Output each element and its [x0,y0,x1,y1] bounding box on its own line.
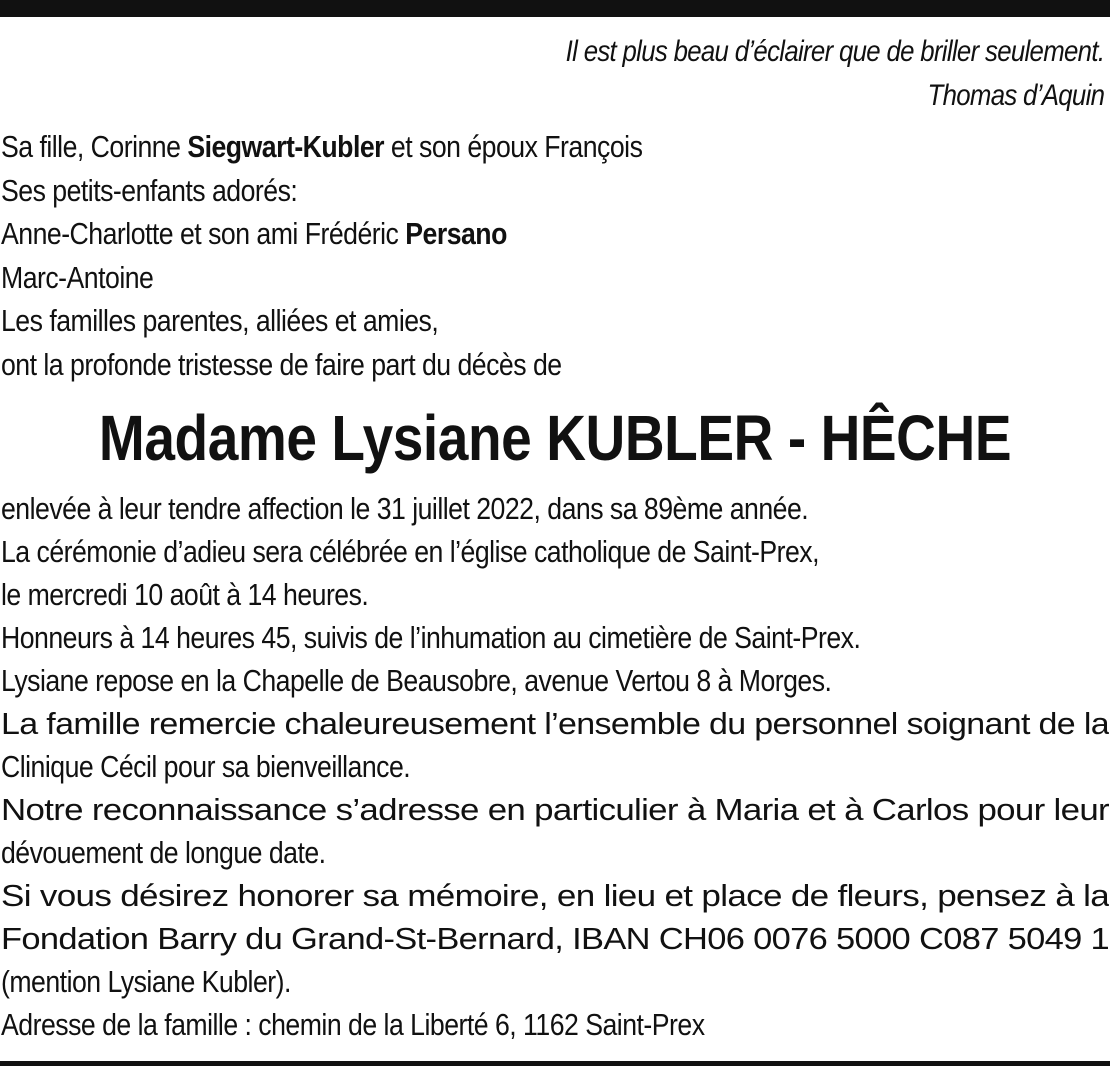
family-line-announcement: ont la profonde tristesse de faire part du décès de [1,346,562,382]
family-surname-siegwart-kubler: Siegwart-Kubler [187,129,385,164]
family-line-daughter-suffix: et son époux François [384,129,643,164]
details-line-11: Fondation Barry du Grand-St-Bernard, IBAN CH06 0076 5000 C087 5049 1 [1,921,1109,956]
details-line-2: La cérémonie d’adieu sera célébrée en l’église catholique de Saint-Prex, [1,534,819,569]
family-line-grandchildren: Ses petits-enfants adorés: [1,172,298,208]
epigraph-text: Il est plus beau d’éclairer que de briller seulement. [565,35,1104,68]
family-line-relatives: Les familles parentes, alliées et amies, [1,303,439,338]
details-line-13: Adresse de la famille : chemin de la Liberté 6, 1162 Saint-Prex [1,1007,705,1042]
details-line-1: enlevée à leur tendre affection le 31 juillet 2022, dans sa 89ème année. [1,491,809,526]
details-line-8: Notre reconnaissance s’adresse en particulier à Maria et à Carlos pour leur [1,792,1109,827]
details-line-12: (mention Lysiane Kubler). [1,964,291,999]
details-line-10: Si vous désirez honorer sa mémoire, en lieu et place de fleurs, pensez à la [1,878,1109,913]
family-line-anne-charlotte [1,212,642,256]
epigraph-author: Thomas d’Aquin [927,79,1104,112]
family-line-anne-charlotte-prefix: Anne-Charlotte et son ami Frédéric [1,216,406,251]
bottom-rule [0,1061,1110,1066]
family-line-marc-antoine: Marc-Antoine [1,259,154,295]
family-announcement [1,125,642,386]
family-surname-persano: Persano [405,216,507,251]
details-line-3: le mercredi 10 août à 14 heures. [1,577,369,612]
details-line-4: Honneurs à 14 heures 45, suivis de l’inhumation au cimetière de Saint-Prex. [1,620,861,655]
details-line-5: Lysiane repose en la Chapelle de Beausobre, avenue Vertou 8 à Morges. [1,663,832,698]
details-line-6: La famille remercie chaleureusement l’ensemble du personnel soignant de la [1,706,1109,741]
deceased-name: Madame Lysiane KUBLER - HÊCHE [98,402,1012,474]
top-rule [0,0,1110,17]
details-line-7: Clinique Cécil pour sa bienveillance. [1,749,411,784]
epigraph [565,30,1104,118]
details-line-9: dévouement de longue date. [1,835,326,870]
family-line-daughter [1,125,642,169]
family-line-daughter-prefix: Sa fille, Corinne [1,129,188,164]
